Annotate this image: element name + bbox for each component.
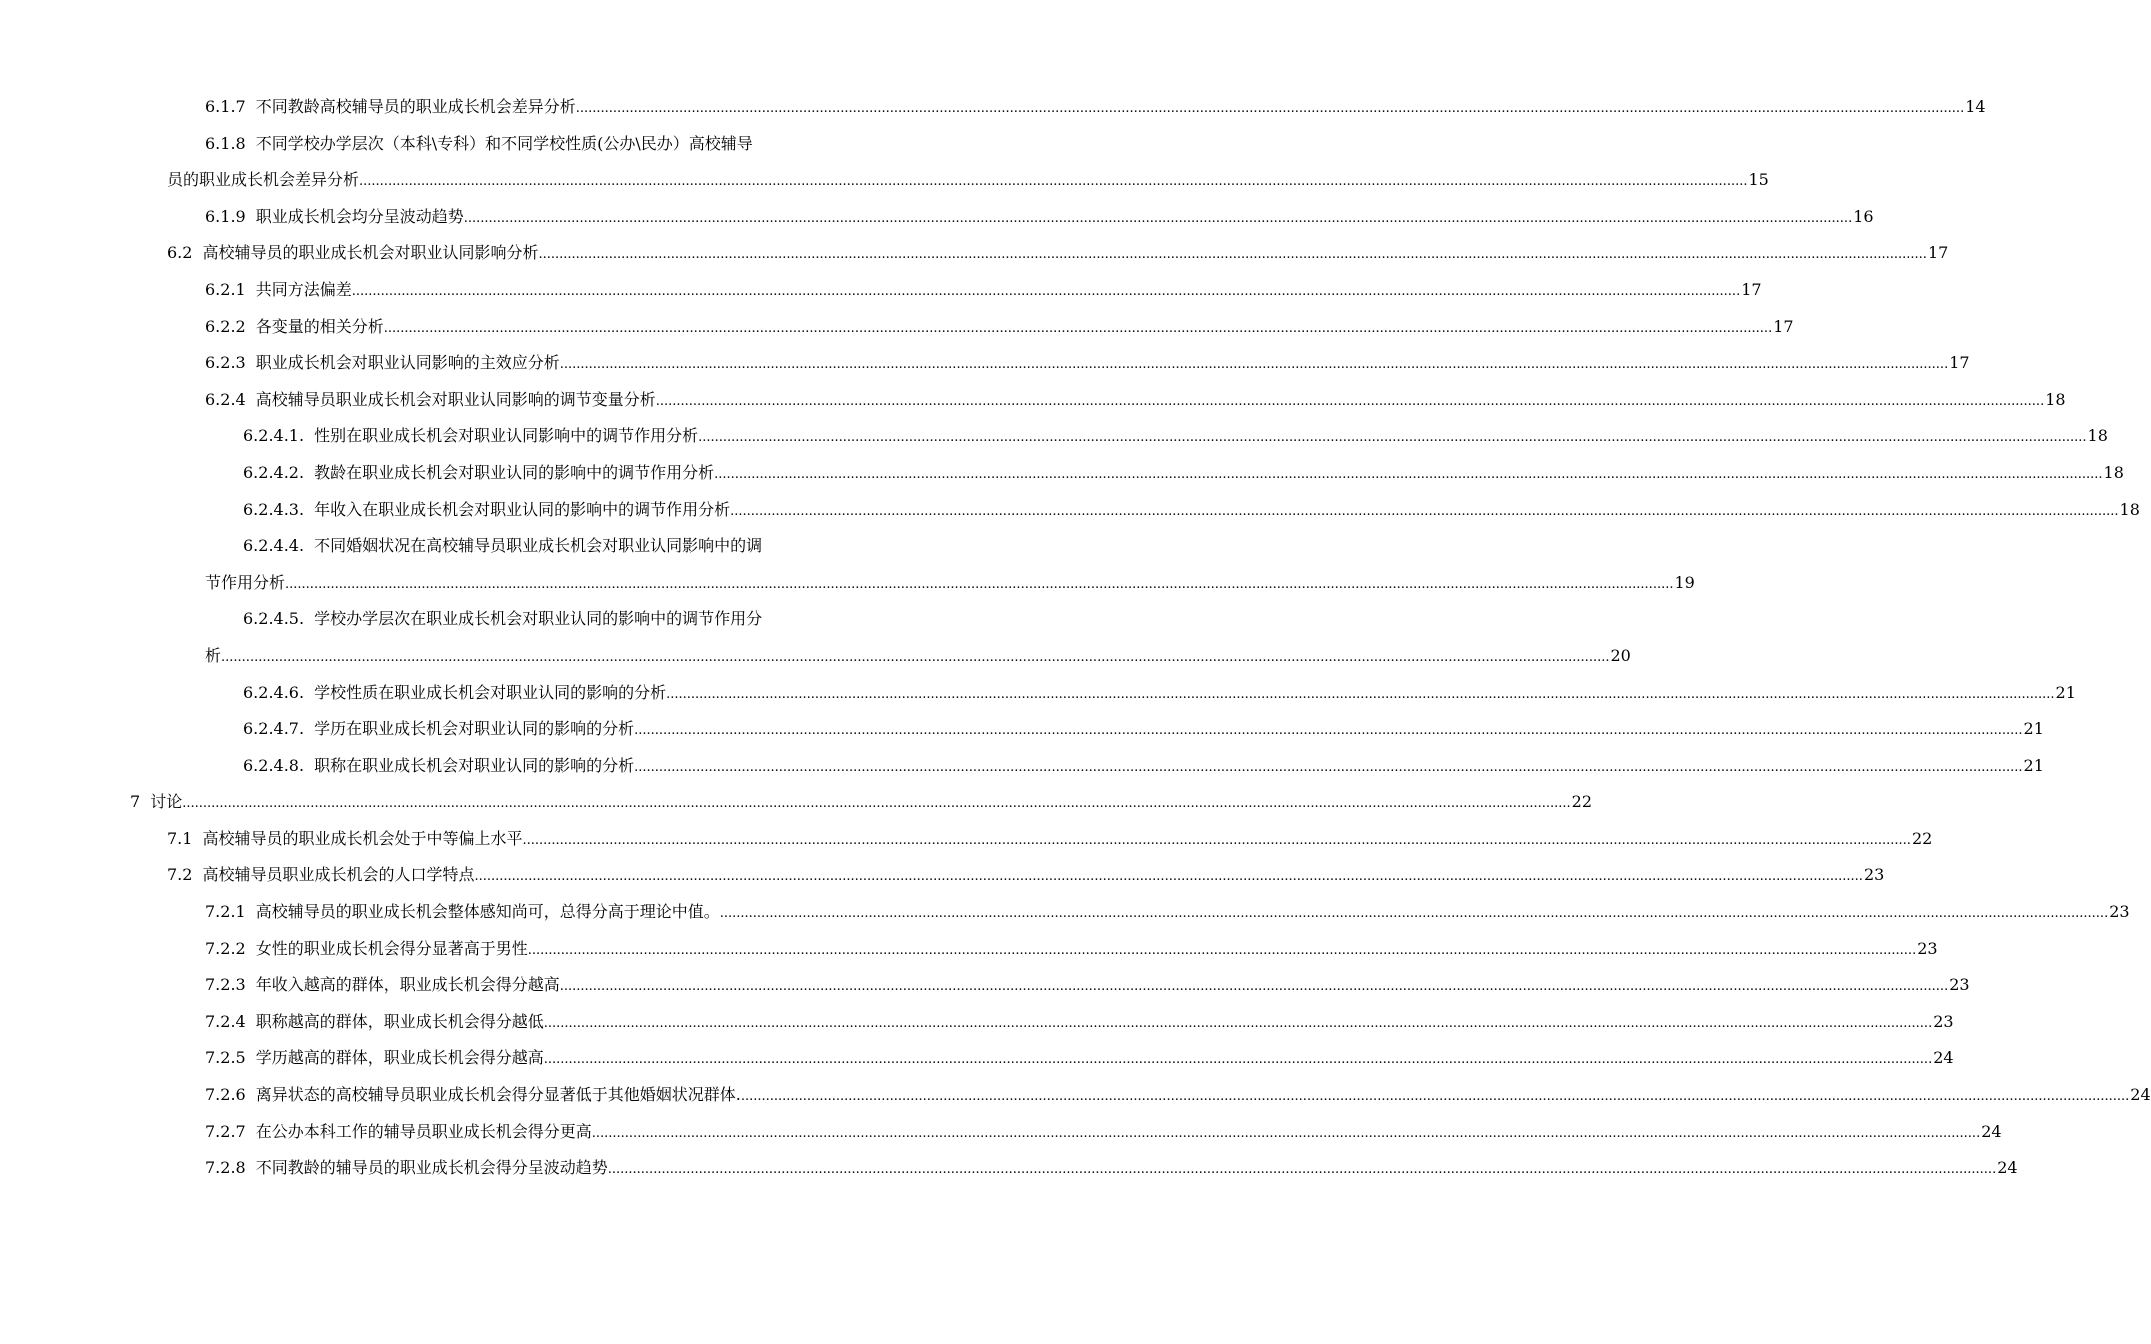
toc-number: 6.2.4.1. (243, 426, 305, 446)
toc-leader (560, 969, 1948, 1006)
toc-title: 学历在职业成长机会对职业认同的影响的分析 (314, 719, 635, 739)
toc-page: 21 (2055, 682, 2076, 702)
toc-title: 高校辅导员的职业成长机会整体感知尚可，总得分高于理论中值。 (255, 902, 720, 922)
toc-page: 23 (1933, 1011, 1954, 1031)
toc-title-continued: 析 (205, 645, 222, 665)
toc-entry[interactable] (0, 455, 2124, 492)
toc-entry[interactable] (0, 675, 2076, 712)
toc-entry[interactable] (0, 126, 1769, 199)
toc-leader (576, 91, 1964, 128)
toc-number: 6.2.3 (205, 353, 246, 373)
toc-number: 6.2.4.4. (243, 536, 305, 556)
toc-number: 7.2.7 (205, 1121, 246, 1141)
toc-leader (592, 1116, 1980, 1153)
toc-entry[interactable] (0, 1040, 1954, 1077)
toc-page: 21 (2023, 755, 2044, 775)
toc-entry[interactable] (0, 894, 2130, 931)
toc-page: 23 (1917, 938, 1938, 958)
toc-number: 6.2 (167, 243, 193, 263)
toc-entry[interactable] (0, 89, 1986, 126)
toc-leader (714, 457, 2102, 494)
toc-page: 18 (2103, 462, 2124, 482)
toc-title: 离异状态的高校辅导员职业成长机会得分显著低于其他婚姻状况群体. (255, 1085, 741, 1105)
toc-title: 学校性质在职业成长机会对职业认同的影响的分析 (314, 682, 667, 702)
toc-title: 讨论 (150, 792, 183, 812)
toc-title: 教龄在职业成长机会对职业认同的影响中的调节作用分析 (314, 462, 715, 482)
toc-entry[interactable] (0, 711, 2044, 748)
toc-page: 17 (1741, 279, 1762, 299)
toc-number: 6.2.4.2. (243, 462, 305, 482)
toc-page: 16 (1853, 206, 1874, 226)
toc-number: 7.2.4 (205, 1011, 246, 1031)
toc-leader (474, 859, 1862, 896)
toc-entry[interactable] (0, 601, 1631, 674)
toc-entry[interactable] (0, 492, 2140, 529)
toc-entry[interactable] (0, 345, 1970, 382)
toc-page: 22 (1911, 828, 1933, 848)
toc-entry[interactable] (0, 857, 1885, 894)
toc-title: 高校辅导员的职业成长机会处于中等偏上水平 (202, 828, 523, 848)
toc-title: 各变量的相关分析 (255, 316, 384, 336)
toc-title: 在公办本科工作的辅导员职业成长机会得分更高 (255, 1121, 592, 1141)
toc-number: 7.2.2 (205, 938, 246, 958)
toc-leader (544, 1006, 1932, 1043)
toc-title: 职业成长机会均分呈波动趋势 (255, 206, 464, 226)
toc-title: 学校办学层次在职业成长机会对职业认同的影响中的调节作用分 (314, 609, 763, 629)
toc-number: 6.1.7 (205, 97, 246, 116)
toc-number: 6.2.4.8. (243, 755, 305, 775)
toc-title: 女性的职业成长机会得分显著高于男性 (255, 938, 528, 958)
toc-entry[interactable] (0, 784, 1593, 821)
toc-number: 7.1 (167, 828, 193, 848)
toc-entry[interactable] (0, 528, 1695, 601)
toc-number: 6.2.1 (205, 279, 246, 299)
toc-leader (634, 713, 2022, 750)
toc-number: 6.2.4.5. (243, 609, 305, 629)
toc-number: 7.2.6 (205, 1085, 246, 1105)
toc-title-continued: 员的职业成长机会差异分析 (167, 170, 360, 190)
toc-leader (464, 201, 1852, 238)
toc-leader (741, 1079, 2129, 1116)
toc-number: 7 (130, 792, 141, 812)
toc-entry[interactable] (0, 309, 1794, 346)
toc-page: 18 (2045, 389, 2066, 409)
toc-page: 24 (1981, 1121, 2002, 1141)
toc-entry[interactable] (0, 1150, 2018, 1187)
toc-page: 18 (2119, 499, 2140, 519)
toc-leader (698, 420, 2086, 457)
toc-page: 23 (1863, 865, 1885, 885)
toc-title: 职业成长机会对职业认同影响的主效应分析 (255, 353, 560, 373)
toc-leader (359, 164, 1747, 201)
toc-page: 19 (1674, 572, 1695, 592)
toc-entry[interactable] (0, 821, 1933, 858)
toc-leader (666, 677, 2054, 714)
toc-title: 不同婚姻状况在高校辅导员职业成长机会对职业认同影响中的调 (314, 536, 763, 556)
toc-number: 7.2.3 (205, 975, 246, 995)
toc-title: 高校辅导员职业成长机会的人口学特点 (202, 865, 475, 885)
toc-entry[interactable] (0, 382, 2066, 419)
toc-page: 14 (1965, 97, 1986, 116)
toc-page: 22 (1571, 792, 1593, 812)
toc-title: 性别在职业成长机会对职业认同影响中的调节作用分析 (314, 426, 699, 446)
toc-number: 6.2.4 (205, 389, 246, 409)
toc-title: 不同学校办学层次（本科\专科）和不同学校性质(公办\民办）高校辅导 (255, 133, 753, 153)
toc-leader (720, 896, 2108, 933)
toc-title: 高校辅导员的职业成长机会对职业认同影响分析 (202, 243, 539, 263)
toc-entry[interactable] (0, 1114, 2002, 1151)
toc-leader (730, 494, 2118, 531)
toc-entry[interactable] (0, 199, 1874, 236)
toc-entry[interactable] (0, 748, 2044, 785)
toc-leader (221, 640, 1609, 677)
toc-leader (634, 750, 2022, 787)
toc-title: 不同教龄的辅导员的职业成长机会得分呈波动趋势 (255, 1158, 608, 1178)
toc-number: 6.2.2 (205, 316, 246, 336)
toc-number: 6.1.8 (205, 133, 246, 153)
toc-leader (528, 933, 1916, 970)
toc-leader (560, 347, 1948, 384)
toc-leader (384, 311, 1772, 348)
table-of-contents (0, 89, 2151, 1187)
toc-page: 20 (1610, 645, 1631, 665)
toc-number: 6.2.4.3. (243, 499, 305, 519)
toc-title-continued: 节作用分析 (205, 572, 286, 592)
toc-entry[interactable] (0, 1077, 2151, 1114)
toc-leader (608, 1152, 1996, 1189)
toc-page: 21 (2023, 719, 2044, 739)
toc-entry[interactable] (0, 1004, 1954, 1041)
toc-page: 15 (1748, 170, 1769, 190)
toc-page: 24 (1933, 1048, 1954, 1068)
toc-number: 7.2 (167, 865, 193, 885)
toc-title: 年收入越高的群体，职业成长机会得分越高 (255, 975, 560, 995)
toc-number: 6.2.4.6. (243, 682, 305, 702)
toc-title: 学历越高的群体，职业成长机会得分越高 (255, 1048, 544, 1068)
toc-page: 24 (1997, 1158, 2018, 1178)
toc-number: 7.2.1 (205, 902, 246, 922)
toc-page: 24 (2130, 1085, 2151, 1105)
toc-leader (285, 567, 1673, 604)
toc-leader (538, 237, 1926, 274)
toc-page: 17 (1773, 316, 1794, 336)
toc-title: 高校辅导员职业成长机会对职业认同影响的调节变量分析 (255, 389, 656, 409)
toc-leader (656, 384, 2044, 421)
toc-page: 23 (1949, 975, 1970, 995)
toc-entry[interactable] (0, 931, 1938, 968)
toc-page: 17 (1927, 243, 1949, 263)
toc-entry[interactable] (0, 272, 1762, 309)
toc-entry[interactable] (0, 418, 2108, 455)
toc-number: 7.2.5 (205, 1048, 246, 1068)
toc-title: 年收入在职业成长机会对职业认同的影响中的调节作用分析 (314, 499, 731, 519)
toc-leader (352, 274, 1740, 311)
toc-page: 18 (2087, 426, 2108, 446)
toc-title: 职称越高的群体，职业成长机会得分越低 (255, 1011, 544, 1031)
toc-title: 不同教龄高校辅导员的职业成长机会差异分析 (255, 97, 576, 116)
toc-number: 7.2.8 (205, 1158, 246, 1178)
toc-leader (182, 786, 1570, 823)
toc-title: 共同方法偏差 (255, 279, 352, 299)
toc-page: 17 (1949, 353, 1970, 373)
toc-number: 6.1.9 (205, 206, 246, 226)
toc-entry[interactable] (0, 235, 1949, 272)
toc-page: 23 (2109, 902, 2130, 922)
toc-number: 6.2.4.7. (243, 719, 305, 739)
toc-leader (544, 1042, 1932, 1079)
toc-entry[interactable] (0, 967, 1970, 1004)
toc-title: 职称在职业成长机会对职业认同的影响的分析 (314, 755, 635, 775)
toc-leader (522, 823, 1910, 860)
